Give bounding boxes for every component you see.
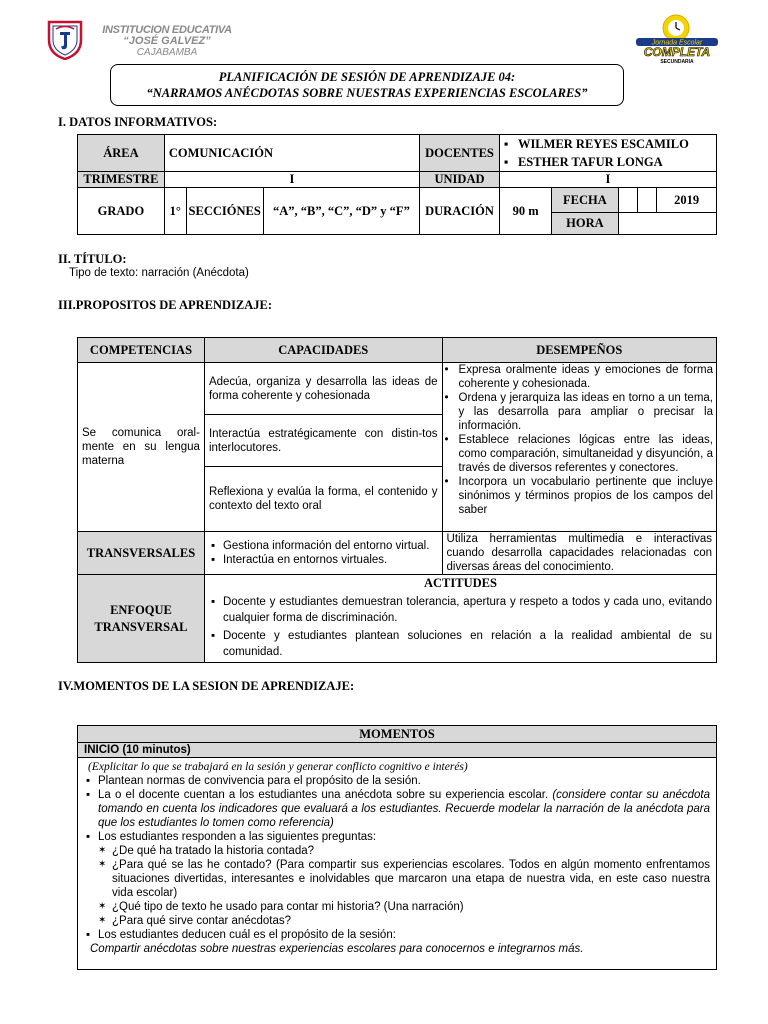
docente-item: ▪ ESTHER TAFUR LONGA: [504, 153, 712, 171]
titulo-heading: II. TÍTULO:: [58, 252, 127, 266]
institution-line1: INSTITUCION EDUCATIVA: [102, 24, 232, 36]
actitud-item: ▪ Docente y estudiantes demuestran tolerancia, apertura y respeto a todos y cada uno, evitando cualquier forma de discriminación.: [209, 594, 712, 626]
momentos-table: [77, 725, 717, 970]
inicio-item2-note: (considere contar su anécdota tomando en cuenta los indicadores que evaluará a los estudiantes. Recuerde modelar la narración de la anécdota para que los estudiantes lo tomen como referencia): [98, 789, 710, 829]
institution-line3: CAJABAMBA: [136, 47, 198, 58]
session-title-line2: “NARRAMOS ANÉCDOTAS SOBRE NUESTRAS EXPERIENCIAS ESCOLARES”: [146, 86, 588, 100]
grado-value: 1°: [164, 188, 186, 235]
transversal-item: ▪ Interactúa en entornos virtuales.: [209, 553, 438, 567]
col-capacidades: CAPACIDADES: [204, 338, 442, 363]
col-competencias: COMPETENCIAS: [78, 338, 205, 363]
institution-line2: “JOSÉ GALVEZ”: [123, 35, 211, 47]
transversal-item: ▪ Gestiona información del entorno virtual.: [209, 539, 438, 553]
propositos-heading: III.PROPOSITOS DE APRENDIZAJE:: [58, 298, 273, 312]
col-desempenos: DESEMPEÑOS: [442, 338, 716, 363]
unidad-value: I: [499, 172, 716, 188]
question-item: ✶ ¿Qué tipo de texto he usado para contar mi historia? (Una narración): [98, 900, 710, 914]
logo-text-completa: COMPLETA: [643, 45, 711, 59]
session-purpose: Compartir anécdotas sobre nuestras experiencias escolares para conocernos e integrarnos más.: [90, 943, 584, 955]
school-crest-logo: [46, 18, 84, 60]
inicio-item: [84, 788, 710, 830]
logo-text-jornada: Jornada Escolar: [651, 39, 703, 47]
question-item: ✶ ¿De qué ha tratado la historia contada?: [98, 844, 710, 858]
propositos-table: [77, 337, 717, 663]
explicitar-note: (Explicitar lo que se trabajará en la sesión y generar conflicto cognitivo e interés): [88, 761, 468, 773]
trimestre-value: I: [164, 172, 419, 188]
capacidad-item: Reflexiona y evalúa la forma, el contenido y contexto del texto oral: [204, 467, 442, 532]
jornada-escolar-completa-logo: [630, 12, 724, 64]
area-label: ÁREA: [78, 135, 165, 172]
desempeno-item: • Ordena y jerarquiza las ideas en torno a un tema, y las desarrolla para ampliar o precisar la información.: [445, 391, 713, 433]
docente-item: ▪ WILMER REYES ESCAMILO: [504, 135, 712, 153]
actitud-item: ▪ Docente y estudiantes plantean soluciones en relación a la realidad ambiental de su comunidad.: [209, 628, 712, 660]
docentes-label: DOCENTES: [420, 135, 500, 172]
session-title-line1: PLANIFICACIÓN DE SESIÓN DE APRENDIZAJE 04:: [218, 70, 516, 84]
desempeno-item: • Incorpora un vocabulario pertinente que incluye sinónimos y términos propios de los campos del saber: [445, 475, 713, 517]
capacidad-item: Interactúa estratégicamente con distin-tos interlocutores.: [204, 415, 442, 467]
desempeno-item: • Expresa oralmente ideas y emociones de forma coherente y cohesionada.: [445, 363, 713, 391]
competencia-text: Se comunica oral-mente en su lengua materna: [78, 363, 205, 532]
fecha-label: FECHA: [552, 188, 618, 213]
hora-value[interactable]: [618, 213, 717, 235]
institution-name: [92, 25, 242, 58]
actitudes-cell: [204, 575, 716, 663]
fecha-day[interactable]: [618, 188, 637, 213]
transversales-items: [204, 532, 442, 575]
titulo-text: Tipo de texto: narración (Anécdota): [69, 267, 249, 279]
duracion-label: DURACIÓN: [420, 188, 500, 235]
capacidad-item: Adecúa, organiza y desarrolla las ideas de forma coherente y cohesionada: [204, 363, 442, 415]
trimestre-label: TRIMESTRE: [78, 172, 165, 188]
inicio-item: ▪ Los estudiantes deducen cuál es el propósito de la sesión:: [84, 928, 710, 942]
question-item: ✶ ¿Para qué sirve contar anécdotas?: [98, 914, 710, 928]
session-title-box: [110, 64, 624, 106]
momentos-header: MOMENTOS: [78, 726, 716, 743]
actitudes-label: ACTITUDES: [424, 576, 497, 590]
secciones-label: SECCIÓNES: [186, 188, 263, 235]
transversales-label: TRANSVERSALES: [78, 532, 205, 575]
logo-text-secundaria: SECUNDARIA: [660, 59, 694, 64]
hora-label: HORA: [552, 213, 618, 235]
inicio-header: INICIO (10 minutos): [78, 743, 716, 758]
momentos-heading: IV.MOMENTOS DE LA SESION DE APRENDIZAJE:: [58, 679, 355, 693]
enfoque-label: ENFOQUE TRANSVERSAL: [78, 575, 205, 663]
duracion-value: 90 m: [499, 188, 551, 235]
transversales-text: Utiliza herramientas multimedia e interactivas cuando desarrolla capacidades relacionadas con diversas áreas del conocimiento.: [442, 532, 716, 575]
inicio-item: ▪ Plantean normas de convivencia para el propósito de la sesión.: [84, 774, 710, 788]
grado-label: GRADO: [78, 188, 165, 235]
area-value: COMUNICACIÓN: [164, 135, 419, 172]
question-item: ✶ ¿Para qué se las he contado? (Para compartir sus experiencias escolares. Todos en algún momento enfrentamos situaciones divertidas, interesantes e inolvidables que marcaron una etapa de nuestra vida, en este caso nuestra vida escolar): [98, 858, 710, 900]
inicio-body: [78, 758, 716, 956]
desempenos-cell: [442, 363, 716, 532]
datos-heading: I. DATOS INFORMATIVOS:: [58, 115, 218, 129]
secciones-value: “A”, “B”, “C”, “D” y “F”: [263, 188, 419, 235]
fecha-month[interactable]: [637, 188, 656, 213]
unidad-label: UNIDAD: [420, 172, 500, 188]
inicio-item: ▪ Los estudiantes responden a las siguientes preguntas:: [84, 830, 710, 844]
docentes-list: [499, 135, 716, 172]
inicio-item2-text: La o el docente cuentan a los estudiantes una anécdota sobre su experiencia escolar.: [98, 789, 549, 801]
datos-table: [77, 134, 717, 235]
fecha-year: 2019: [657, 188, 717, 213]
desempeno-item: • Establece relaciones lógicas entre las ideas, como comparación, simultaneidad y disyunción, a través de diversos referentes y conectores.: [445, 433, 713, 475]
